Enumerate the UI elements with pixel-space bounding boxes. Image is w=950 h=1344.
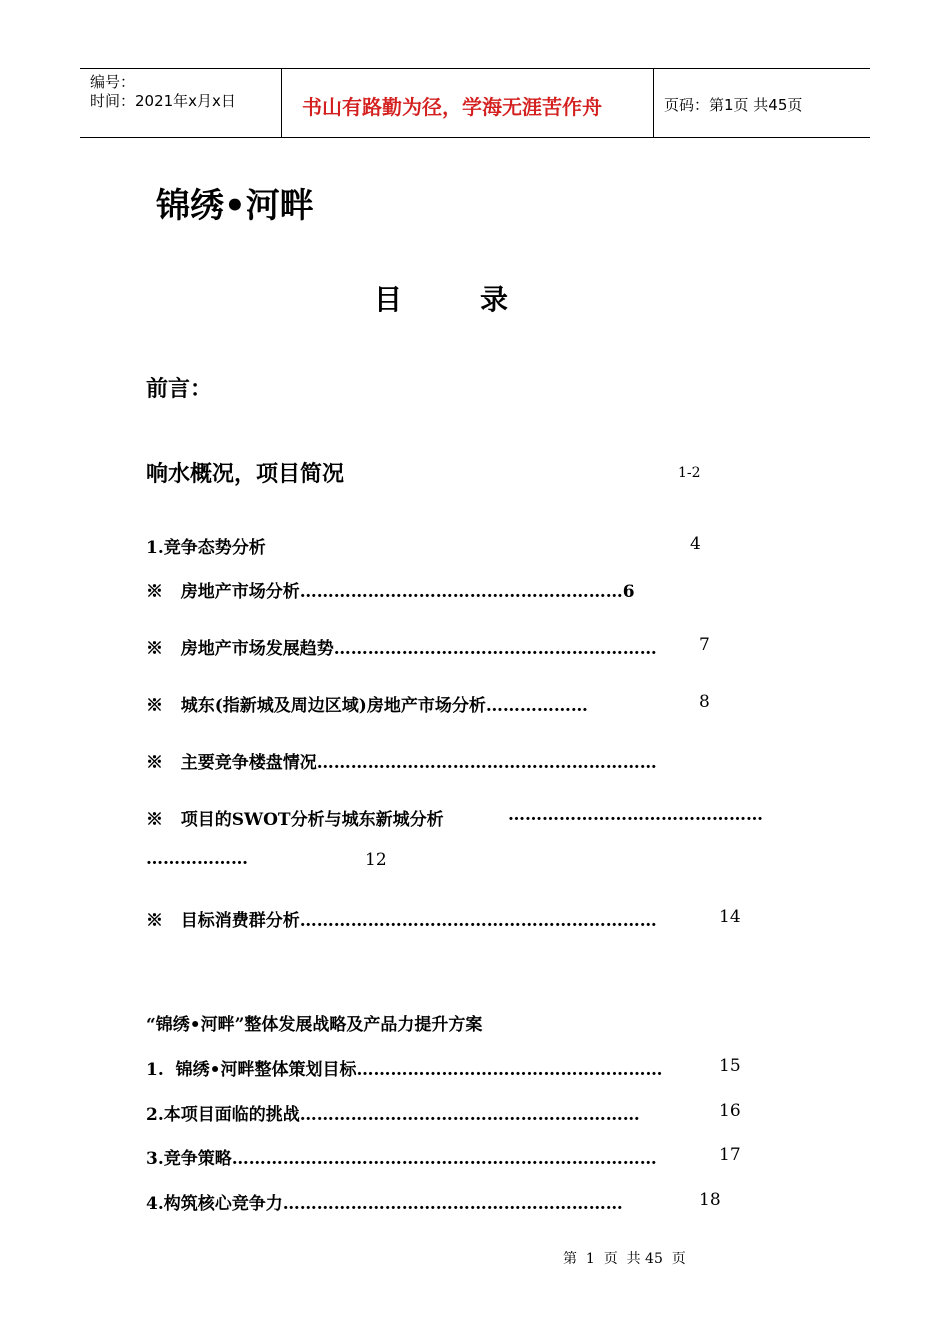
- toc-item: ※ 主要竞争楼盘情况……………………………………………………: [146, 753, 657, 773]
- toc-title: 目 录: [374, 283, 508, 316]
- header-motto: 书山有路勤为径，学海无涯苦作舟: [302, 95, 602, 119]
- toc2-item-page: 18: [699, 1190, 721, 1210]
- overview-heading: 响水概况，项目简况: [146, 462, 345, 487]
- toc-item-page: 14: [719, 907, 741, 927]
- toc-item: 1.竞争态势分析: [146, 538, 266, 558]
- page-header: [80, 68, 870, 138]
- preface-heading: 前言：: [146, 377, 213, 402]
- doc-code-label: 编号：: [90, 73, 136, 91]
- toc2-item-page: 17: [719, 1145, 741, 1165]
- toc-item: ※ 项目的SWOT分析与城东新城分析: [146, 810, 444, 830]
- toc2-item: 4.构筑核心竞争力……………………………………………………: [146, 1194, 623, 1214]
- toc2-item-page: 15: [719, 1056, 741, 1076]
- header-page-code: 页码：第1页 共45页: [664, 96, 803, 114]
- page-footer: 第 1 页 共 45 页: [563, 1251, 686, 1267]
- toc-item: ※ 城东(指新城及周边区域)房地产市场分析………………: [146, 696, 588, 716]
- part2-heading: “锦绣•河畔”整体发展战略及产品力提升方案: [146, 1015, 483, 1035]
- doc-time-label: 时间：2021年x月x日: [90, 92, 236, 110]
- toc-item: ………………: [146, 849, 248, 869]
- brand-title: 锦绣•河畔: [156, 186, 314, 226]
- toc-item-dots: ………………………………………: [508, 805, 763, 825]
- toc2-item: 1. 锦绣•河畔整体策划目标………………………………………………: [146, 1060, 663, 1080]
- header-divider: [281, 69, 282, 137]
- toc-item-page: 8: [699, 692, 710, 712]
- overview-page: 1-2: [678, 465, 701, 481]
- toc2-item: 2.本项目面临的挑战……………………………………………………: [146, 1105, 640, 1125]
- toc-item: ※ 房地产市场发展趋势…………………………………………………: [146, 639, 657, 659]
- toc2-item: 3.竞争策略…………………………………………………………………: [146, 1149, 657, 1169]
- toc2-item-page: 16: [719, 1101, 741, 1121]
- toc-item: ※ 房地产市场分析…………………………………………………6: [146, 582, 635, 602]
- toc-item: ※ 目标消费群分析………………………………………………………: [146, 911, 657, 931]
- toc-item-page: 7: [699, 635, 710, 655]
- toc-item-page: 4: [690, 534, 701, 554]
- toc-item-page: 12: [365, 850, 387, 870]
- header-divider: [653, 69, 654, 137]
